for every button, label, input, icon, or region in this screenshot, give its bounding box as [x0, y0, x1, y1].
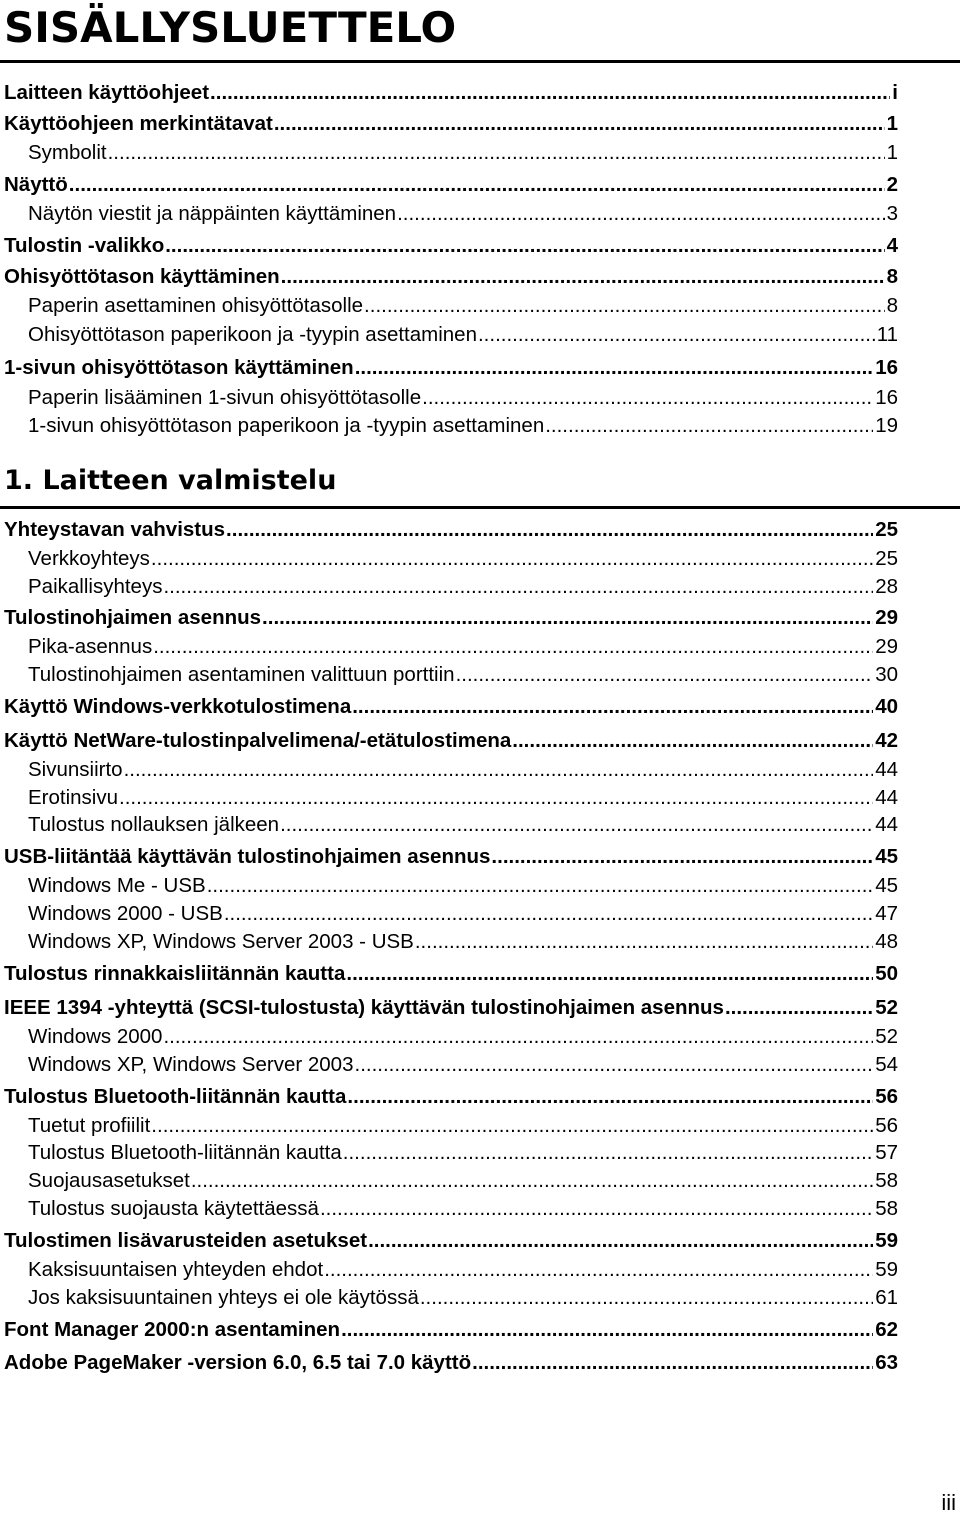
toc-entry-sub[interactable] — [0, 786, 898, 810]
toc-entry-label: Tulostinohjaimen asentaminen valittuun porttiin — [28, 663, 455, 686]
toc-entry-page: 19 — [875, 414, 898, 437]
toc-entry-label: Kaksisuuntaisen yhteyden ehdot — [28, 1258, 324, 1281]
toc-entry-sub[interactable] — [0, 141, 898, 165]
toc-entry-page: 57 — [875, 1141, 898, 1164]
toc-entry-main[interactable] — [0, 1318, 898, 1342]
toc-entry-sub[interactable] — [0, 202, 898, 226]
title-rule — [0, 60, 960, 63]
dot-leader — [415, 930, 873, 954]
dot-leader — [69, 173, 885, 197]
toc-entry-main[interactable] — [0, 81, 898, 105]
toc-entry-page: 29 — [875, 606, 898, 629]
toc-entry-sub[interactable] — [0, 323, 898, 347]
toc-entry-sub[interactable] — [0, 758, 898, 782]
toc-entry-sub[interactable] — [0, 874, 898, 898]
toc-entry-label: Tulostus rinnakkaisliitännän kautta — [4, 962, 346, 985]
toc-entry-label: Tulostimen lisävarusteiden asetukset — [4, 1229, 368, 1252]
dot-leader — [320, 1197, 873, 1221]
toc-entry-page: 28 — [875, 575, 898, 598]
toc-entry-label: Windows 2000 — [28, 1025, 163, 1048]
toc-entry-main[interactable] — [0, 356, 898, 380]
toc-entry-page: 50 — [875, 962, 898, 985]
toc-entry-sub[interactable] — [0, 902, 898, 926]
toc-entry-page: 1 — [886, 141, 898, 164]
dot-leader — [281, 265, 885, 289]
dot-leader — [397, 202, 885, 226]
toc-entry-label: Käyttö NetWare-tulostinpalvelimena/-etätulostimena — [4, 729, 512, 752]
toc-entry-main[interactable] — [0, 234, 898, 258]
toc-entry-label: USB-liitäntää käyttävän tulostinohjaimen asennus — [4, 845, 491, 868]
toc-entry-page: 29 — [875, 635, 898, 658]
toc-entry-page: 11 — [876, 323, 898, 346]
toc-entry-label: Näytön viestit ja näppäinten käyttäminen — [28, 202, 397, 225]
dot-leader — [210, 81, 890, 105]
toc-entry-sub[interactable] — [0, 1169, 898, 1193]
toc-entry-page: i — [892, 81, 898, 104]
toc-entry-page: 47 — [875, 902, 898, 925]
dot-leader — [725, 996, 873, 1020]
toc-entry-label: Tulostin -valikko — [4, 234, 165, 257]
toc-entry-page: 16 — [875, 386, 898, 409]
toc-entry-page: 25 — [875, 547, 898, 570]
toc-entry-page: 8 — [886, 265, 898, 288]
toc-entry-label: Ohisyöttötason paperikoon ja -tyypin asettaminen — [28, 323, 477, 346]
toc-entry-sub[interactable] — [0, 1286, 898, 1310]
toc-entry-label: Windows XP, Windows Server 2003 — [28, 1053, 354, 1076]
toc-entry-main[interactable] — [0, 729, 898, 753]
toc-entry-label: Erotinsivu — [28, 786, 119, 809]
dot-leader — [151, 547, 873, 571]
toc-entry-label: Tuetut profiilit — [28, 1114, 151, 1137]
toc-entry-label: Jos kaksisuuntainen yhteys ei ole käytössä — [28, 1286, 419, 1309]
toc-entry-label: Windows XP, Windows Server 2003 - USB — [28, 930, 414, 953]
toc-entry-main[interactable] — [0, 265, 898, 289]
dot-leader — [422, 386, 873, 410]
toc-entry-label: Paperin lisääminen 1-sivun ohisyöttötasolle — [28, 386, 422, 409]
toc-entry-page: 56 — [875, 1114, 898, 1137]
dot-leader — [545, 414, 873, 438]
toc-entry-page: 45 — [875, 874, 898, 897]
toc-entry-main[interactable] — [0, 996, 898, 1020]
toc-entry-label: Tulostus Bluetooth-liitännän kautta — [28, 1141, 342, 1164]
toc-entry-main[interactable] — [0, 173, 898, 197]
dot-leader — [151, 1114, 873, 1138]
toc-entry-label: 1-sivun ohisyöttötason käyttäminen — [4, 356, 354, 379]
toc-entry-main[interactable] — [0, 845, 898, 869]
toc-entry-sub[interactable] — [0, 1258, 898, 1282]
toc-entry-sub[interactable] — [0, 1025, 898, 1049]
toc-entry-label: IEEE 1394 -yhteyttä (SCSI-tulostusta) käyttävän tulostinohjaimen asennus — [4, 996, 724, 1019]
dot-leader — [108, 141, 885, 165]
toc-entry-label: Tulostus Bluetooth-liitännän kautta — [4, 1085, 347, 1108]
toc-entry-main[interactable] — [0, 1351, 898, 1375]
toc-entry-sub[interactable] — [0, 635, 898, 659]
toc-entry-main[interactable] — [0, 962, 898, 986]
toc-entry-main[interactable] — [0, 695, 898, 719]
toc-entry-page: 52 — [875, 1025, 898, 1048]
dot-leader — [368, 1229, 873, 1253]
toc-entry-page: 30 — [875, 663, 898, 686]
toc-entry-label: Ohisyöttötason käyttäminen — [4, 265, 280, 288]
toc-entry-page: 1 — [886, 112, 898, 135]
dot-leader — [491, 845, 873, 869]
toc-entry-label: Tulostinohjaimen asennus — [4, 606, 262, 629]
toc-entry-page: 8 — [886, 294, 898, 317]
toc-entry-main[interactable] — [0, 1229, 898, 1253]
toc-entry-page: 42 — [875, 729, 898, 752]
toc-entry-sub[interactable] — [0, 930, 898, 954]
toc-entry-sub[interactable] — [0, 1114, 898, 1138]
dot-leader — [274, 112, 885, 136]
dot-leader — [341, 1318, 873, 1342]
dot-leader — [346, 962, 873, 986]
toc-entry-sub[interactable] — [0, 575, 898, 599]
toc-entry-page: 59 — [875, 1258, 898, 1281]
toc-entry-page: 52 — [875, 996, 898, 1019]
toc-entry-page: 25 — [875, 518, 898, 541]
toc-entry-page: 56 — [875, 1085, 898, 1108]
dot-leader — [280, 813, 873, 837]
toc-entry-label: Adobe PageMaker -version 6.0, 6.5 tai 7.0 käyttö — [4, 1351, 472, 1374]
toc-entry-label: Käyttöohjeen merkintätavat — [4, 112, 273, 135]
toc-entry-page: 48 — [875, 930, 898, 953]
toc-entry-label: Verkkoyhteys — [28, 547, 150, 570]
toc-entry-label: Paperin asettaminen ohisyöttötasolle — [28, 294, 364, 317]
toc-entry-page: 3 — [886, 202, 898, 225]
dot-leader — [119, 786, 873, 810]
toc-entry-label: Yhteystavan vahvistus — [4, 518, 226, 541]
toc-entry-label: Tulostus suojausta käytettäessä — [28, 1197, 319, 1220]
dot-leader — [343, 1141, 873, 1165]
dot-leader — [262, 606, 873, 630]
toc-entry-sub[interactable] — [0, 1141, 898, 1165]
toc-entry-sub[interactable] — [0, 414, 898, 438]
toc-entry-page: 44 — [875, 786, 898, 809]
toc-entry-page: 62 — [875, 1318, 898, 1341]
toc-entry-main[interactable] — [0, 518, 898, 542]
dot-leader — [191, 1169, 873, 1193]
chapter-rule — [0, 506, 960, 509]
toc-entry-main[interactable] — [0, 606, 898, 630]
toc-entry-label: Symbolit — [28, 141, 107, 164]
page-title: SISÄLLYSLUETTELO — [4, 3, 457, 52]
toc-entry-label: Näyttö — [4, 173, 68, 196]
toc-entry-page: 16 — [875, 356, 898, 379]
toc-entry-page: 54 — [875, 1053, 898, 1076]
page-number: iii — [941, 1490, 956, 1515]
dot-leader — [165, 234, 884, 258]
dot-leader — [163, 575, 873, 599]
toc-entry-label: Tulostus nollauksen jälkeen — [28, 813, 280, 836]
toc-entry-page: 44 — [875, 758, 898, 781]
toc-entry-page: 63 — [875, 1351, 898, 1374]
toc-entry-sub[interactable] — [0, 813, 898, 837]
toc-entry-page: 4 — [886, 234, 898, 257]
toc-entry-page: 58 — [875, 1169, 898, 1192]
toc-entry-page: 58 — [875, 1197, 898, 1220]
dot-leader — [207, 874, 873, 898]
toc-entry-label: Windows Me - USB — [28, 874, 206, 897]
dot-leader — [224, 902, 873, 926]
dot-leader — [420, 1286, 873, 1310]
dot-leader — [226, 518, 873, 542]
dot-leader — [512, 729, 873, 753]
toc-entry-page: 44 — [875, 813, 898, 836]
toc-entry-sub[interactable] — [0, 1197, 898, 1221]
dot-leader — [478, 323, 875, 347]
toc-entry-label: Paikallisyhteys — [28, 575, 163, 598]
toc-entry-sub[interactable] — [0, 1053, 898, 1077]
toc-entry-label: 1-sivun ohisyöttötason paperikoon ja -tyypin asettaminen — [28, 414, 545, 437]
toc-entry-sub[interactable] — [0, 386, 898, 410]
dot-leader — [163, 1025, 873, 1049]
dot-leader — [364, 294, 885, 318]
toc-entry-label: Sivunsiirto — [28, 758, 123, 781]
dot-leader — [355, 356, 873, 380]
toc-entry-sub[interactable] — [0, 663, 898, 687]
dot-leader — [352, 695, 873, 719]
toc-entry-label: Windows 2000 - USB — [28, 902, 223, 925]
toc-entry-label: Font Manager 2000:n asentaminen — [4, 1318, 341, 1341]
dot-leader — [355, 1053, 874, 1077]
toc-entry-page: 2 — [886, 173, 898, 196]
toc-entry-label: Pika-asennus — [28, 635, 153, 658]
toc-entry-label: Suojausasetukset — [28, 1169, 190, 1192]
toc-entry-label: Laitteen käyttöohjeet — [4, 81, 210, 104]
toc-entry-page: 61 — [875, 1286, 898, 1309]
toc-entry-label: Käyttö Windows-verkkotulostimena — [4, 695, 352, 718]
toc-entry-main[interactable] — [0, 112, 898, 136]
dot-leader — [347, 1085, 873, 1109]
dot-leader — [324, 1258, 873, 1282]
toc-entry-sub[interactable] — [0, 294, 898, 318]
toc-entry-page: 59 — [875, 1229, 898, 1252]
dot-leader — [456, 663, 874, 687]
toc-entry-sub[interactable] — [0, 547, 898, 571]
dot-leader — [124, 758, 874, 782]
toc-entry-page: 45 — [875, 845, 898, 868]
toc-entry-page: 40 — [875, 695, 898, 718]
dot-leader — [472, 1351, 873, 1375]
chapter-heading: 1. Laitteen valmistelu — [4, 465, 337, 496]
dot-leader — [153, 635, 873, 659]
toc-entry-main[interactable] — [0, 1085, 898, 1109]
